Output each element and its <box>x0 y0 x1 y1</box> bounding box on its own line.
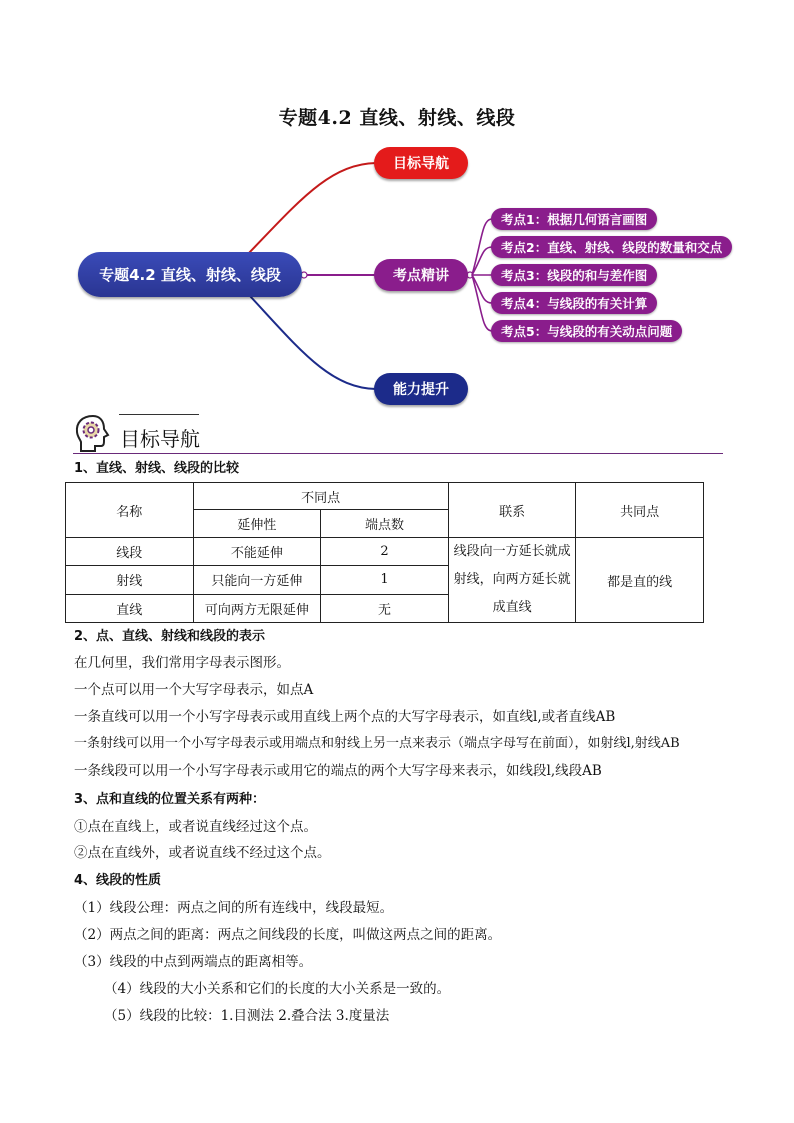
table-header-endpoints: 端点数 <box>321 510 449 538</box>
paragraph-line: （4）线段的大小关系和它们的长度的大小关系是一致的。 <box>104 981 451 997</box>
section-header <box>73 413 723 457</box>
paragraph-line: （5）线段的比较：1.目测法 2.叠合法 3.度量法 <box>104 1008 390 1024</box>
mindmap-kaodian-4: 考点4：与线段的有关计算 <box>491 292 657 314</box>
section-top-rule <box>119 414 199 415</box>
paragraph-line: （2）两点之间的距离：两点之间线段的长度，叫做这两点之间的距离。 <box>74 927 502 943</box>
paragraph-line: 一条射线可以用一个小写字母表示或用端点和射线上另一点来表示（端点字母写在前面），如射线l,射线AB <box>74 736 680 751</box>
section-label: 目标导航 <box>120 427 200 451</box>
connector-ability <box>250 296 376 389</box>
table-cell-extension: 只能向一方延伸 <box>193 566 321 594</box>
table-header-relation: 联系 <box>448 483 576 538</box>
table-cell-name: 线段 <box>66 538 194 566</box>
paragraph-line: （3）线段的中点到两端点的距离相等。 <box>74 954 313 970</box>
paragraph-line: ①点在直线上，或者说直线经过这个点。 <box>74 819 317 835</box>
mindmap-kaodian-5: 考点5：与线段的有关动点问题 <box>491 320 682 342</box>
connector-goal <box>248 163 376 254</box>
table-cell-extension: 可向两方无限延伸 <box>193 594 321 622</box>
paragraph-line: （1）线段公理：两点之间的所有连线中，线段最短。 <box>74 900 394 916</box>
mindmap-kaodian-1: 考点1：根据几何语言画图 <box>491 208 657 230</box>
paragraph-line: 一条线段可以用一个小写字母表示或用它的端点的两个大写字母来表示，如线段l,线段AB <box>74 763 602 779</box>
mindmap-node-ability: 能力提升 <box>374 373 468 405</box>
table-cell-extension: 不能延伸 <box>193 538 321 566</box>
table-row <box>66 538 704 566</box>
paragraph-line: 一个点可以用一个大写字母表示，如点A <box>74 682 314 698</box>
paragraph-line: 一条直线可以用一个小写字母表示或用直线上两个点的大写字母表示，如直线l,或者直线AB <box>74 709 616 725</box>
mindmap-root-node: 专题4.2 直线、射线、线段 <box>78 252 302 297</box>
mindmap-kaodian-3: 考点3：线段的和与差作图 <box>491 264 657 286</box>
table-cell-common: 都是直的线 <box>576 538 704 623</box>
heading-s4: 4、线段的性质 <box>74 873 162 888</box>
table-cell-endpoints: 无 <box>321 594 449 622</box>
heading-s1: 1、直线、射线、线段的比较 <box>74 461 240 476</box>
table-cell-endpoints: 1 <box>321 566 449 594</box>
paragraph-line: 在几何里，我们常用字母表示图形。 <box>74 655 290 671</box>
table-header-diff: 不同点 <box>193 483 448 510</box>
table-cell-relation: 线段向一方延长就成射线，向两方延长就成直线 <box>448 538 576 623</box>
page-title: 专题4.2 直线、射线、线段 <box>278 107 516 129</box>
mindmap-node-goal: 目标导航 <box>374 147 468 179</box>
table-header-extension: 延伸性 <box>193 510 321 538</box>
table-cell-name: 直线 <box>66 594 194 622</box>
heading-s2: 2、点、直线、射线和线段的表示 <box>74 629 266 644</box>
table-cell-endpoints: 2 <box>321 538 449 566</box>
head-gear-icon <box>73 413 113 455</box>
mindmap-node-points: 考点精讲 <box>374 259 468 291</box>
table-header-common: 共同点 <box>576 483 704 538</box>
mindmap-connectors <box>0 0 794 420</box>
paragraph-line: ②点在直线外，或者说直线不经过这个点。 <box>74 845 331 861</box>
heading-s3: 3、点和直线的位置关系有两种： <box>74 792 266 807</box>
table-cell-name: 射线 <box>66 566 194 594</box>
section-underline <box>73 453 723 454</box>
mindmap-kaodian-2: 考点2：直线、射线、线段的数量和交点 <box>491 236 732 258</box>
comparison-table <box>65 482 704 623</box>
table-header-name: 名称 <box>66 483 194 538</box>
